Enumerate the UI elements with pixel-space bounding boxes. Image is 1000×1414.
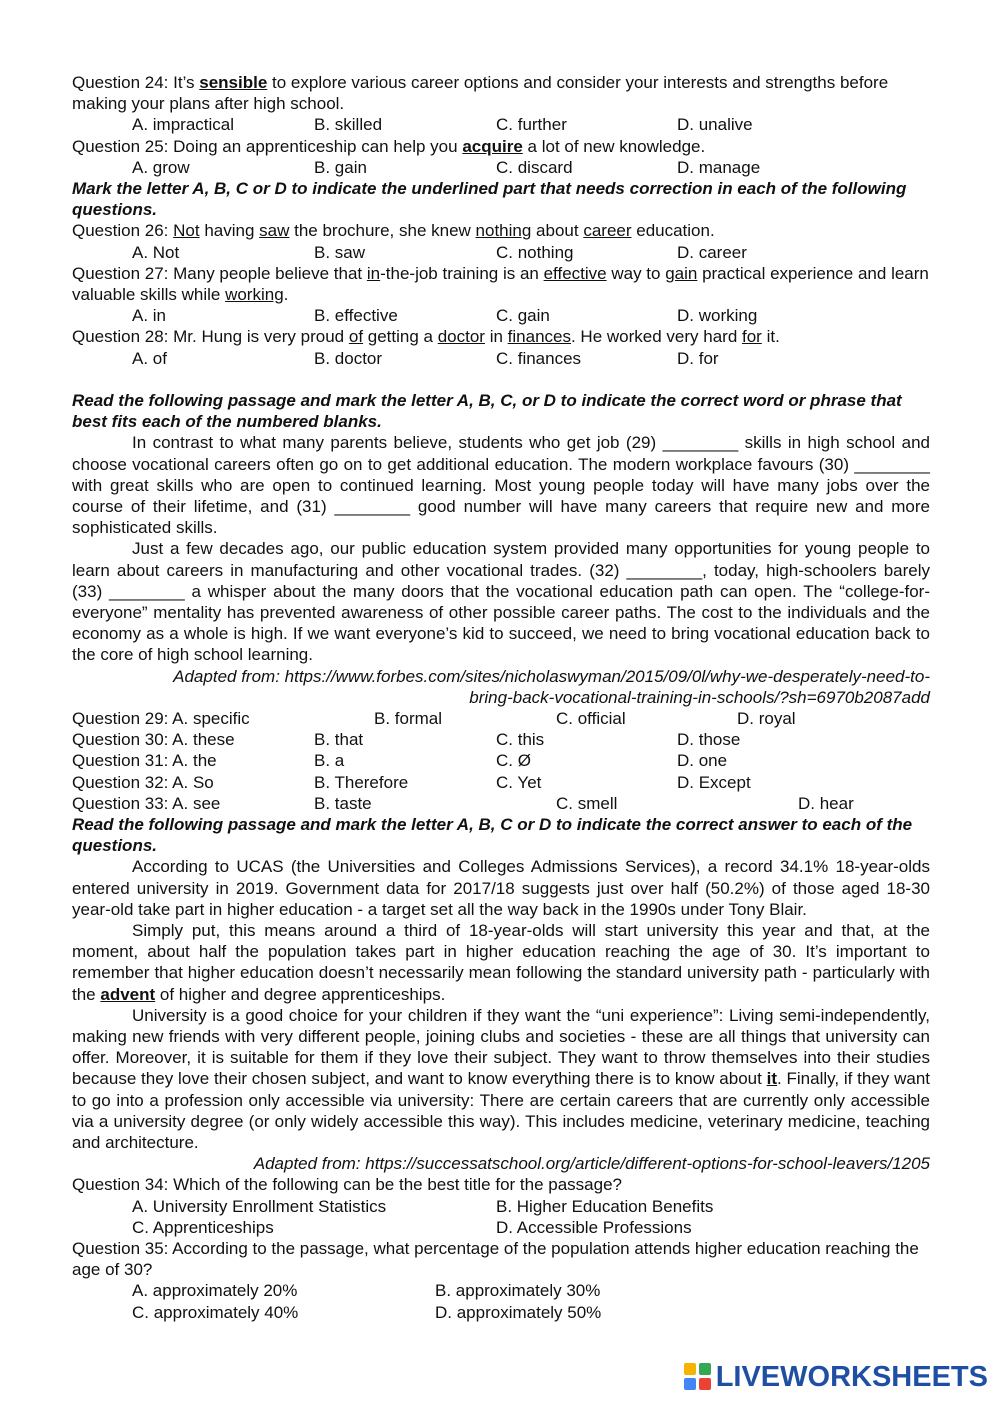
q25-option-a[interactable]: A. grow	[132, 157, 190, 177]
q27-option-a[interactable]: A. in	[132, 306, 167, 326]
instruction-reading: Read the following passage and mark the letter A, B, C or D to indicate the correct answer to each of the questions.	[72, 814, 913, 856]
source-1-line-2: bring-back-vocational-training-in-schools/?sh=6970b2087add	[469, 687, 930, 707]
q29-option-c[interactable]: C. official	[556, 709, 626, 728]
q35-option-d[interactable]: D. approximately 50%	[435, 1302, 602, 1322]
q31-option-d[interactable]: D. one	[677, 751, 728, 771]
q25-options	[72, 157, 930, 178]
q28-option-c[interactable]: C. finances	[496, 348, 582, 368]
liveworksheets-logo-text: LIVEWORKSHEETS	[715, 1361, 988, 1393]
q28-part: Question 28: Mr. Hung is very proud	[72, 327, 349, 347]
q28-underlined-b: doctor	[437, 327, 485, 347]
q28-underlined-c: finances	[507, 327, 571, 347]
q28-underlined-d: for	[742, 327, 762, 347]
question-28	[72, 326, 930, 347]
logo-square-icon	[684, 1378, 696, 1390]
p3-text-post: . Finally, if they want to go into a profession only accessible via university: There are certain careers that are currently only accessible via a university degree (or only widely accessible this way). This includes medicine, veterinary medicine, teaching and architecture.	[72, 1069, 931, 1152]
question-35: Question 35: According to the passage, what percentage of the population attends higher education reaching the age of 30?	[72, 1238, 919, 1280]
q34-option-a[interactable]: A. University Enrollment Statistics	[132, 1196, 387, 1216]
question-25	[72, 136, 930, 157]
q34-options-row-1	[72, 1196, 930, 1217]
q24-option-c[interactable]: C. further	[496, 115, 567, 135]
reading-paragraph-1: According to UCAS (the Universities and Colleges Admissions Services), a record 34.1% 18-year-olds entered university in 2019. Government data for 2017/18 suggests just over half (50.2%) of those aged 18-30 year-old take part in higher education - a target set all the way back in the 1990s under Tony Blair.	[72, 857, 930, 919]
q28-underlined-a: of	[348, 327, 364, 347]
p3-key-word: it	[766, 1069, 778, 1089]
q27-options	[72, 305, 930, 326]
q27-part: Question 27: Many people believe that	[72, 263, 367, 283]
q31-option-b[interactable]: B. a	[314, 751, 345, 771]
liveworksheets-logo-icon	[684, 1363, 714, 1393]
cloze-paragraph-2: Just a few decades ago, our public education system provided many opportunities for young people to learn about careers in manufacturing and other vocational trades. (32) ________, today, high-schoolers barely (33) ________ a whisper about the many doors that the vocational education path can open. The “college-for-everyone” mentality has prevented awareness of other possible career paths. The cost to the individuals and the economy as a whole is high. If we want everyone’s kid to succeed, we need to bring vocational education back to the core of high school learning.	[72, 539, 930, 665]
q26-options	[72, 242, 930, 263]
q35-options-row-2	[72, 1302, 930, 1323]
question-26	[72, 220, 930, 241]
q33-option-a[interactable]: Question 33: A. see	[72, 793, 221, 813]
source-1-line-1: Adapted from: https://www.forbes.com/sites/nicholaswyman/2015/09/0l/why-we-desperately-need-to-	[173, 666, 930, 686]
cloze-paragraph-1: In contrast to what many parents believe, students who get job (29) ________ skills in high school and choose vocational careers often go on to get additional education. The modern workplace favours (30) ________ with great skills who are open to continued learning. Most young people today will have many jobs over the course of their lifetime, and (31) ________ good number will have many careers that require new and more sophisticated skills.	[72, 433, 930, 538]
q28-option-a[interactable]: A. of	[132, 348, 167, 368]
q28-option-b[interactable]: B. doctor	[314, 348, 383, 368]
q32-option-c[interactable]: C. Yet	[496, 772, 542, 792]
question-34: Question 34: Which of the following can be the best title for the passage?	[72, 1175, 623, 1195]
q26-option-c[interactable]: C. nothing	[496, 242, 574, 262]
q31-option-a[interactable]: Question 31: A. the	[72, 751, 217, 771]
q24-option-a[interactable]: A. impractical	[132, 115, 235, 135]
q33-option-d[interactable]: D. hear	[798, 793, 854, 813]
q24-option-d[interactable]: D. unalive	[677, 115, 753, 135]
q25-text-post: a lot of new knowledge.	[522, 136, 706, 156]
q27-underlined-d: working	[225, 284, 284, 304]
q32-option-d[interactable]: D. Except	[677, 772, 751, 792]
logo-square-icon	[699, 1378, 711, 1390]
q25-option-b[interactable]: B. gain	[314, 157, 367, 177]
q29-options	[72, 708, 930, 729]
q35-option-b[interactable]: B. approximately 30%	[435, 1281, 601, 1301]
q30-option-b[interactable]: B. that	[314, 730, 364, 750]
q25-text-pre: Question 25: Doing an apprenticeship can help you	[72, 136, 463, 156]
p2-key-word: advent	[100, 984, 156, 1004]
q34-option-c[interactable]: C. Apprenticeships	[132, 1217, 274, 1237]
reading-paragraph-3	[72, 1005, 930, 1153]
logo-square-icon	[684, 1363, 696, 1375]
q26-underlined-a: Not	[173, 221, 200, 241]
q24-option-b[interactable]: B. skilled	[314, 115, 383, 135]
q26-part: the brochure, she knew	[289, 221, 476, 241]
q28-options	[72, 348, 930, 369]
q26-part: having	[199, 221, 260, 241]
q28-part: in	[484, 327, 508, 347]
q35-options-row-1	[72, 1280, 930, 1301]
q27-underlined-c: gain	[665, 263, 698, 283]
q27-option-b[interactable]: B. effective	[314, 306, 398, 326]
q27-part: practical experience and learn valuable skills while	[72, 263, 929, 304]
q30-options	[72, 729, 930, 750]
q26-part: Question 26:	[72, 221, 174, 241]
p2-text-post: of higher and degree apprenticeships.	[155, 984, 446, 1004]
q26-underlined-b: saw	[259, 221, 290, 241]
q26-underlined-d: career	[583, 221, 632, 241]
worksheet-page	[72, 72, 930, 1323]
q32-options	[72, 772, 930, 793]
instruction-cloze: Read the following passage and mark the letter A, B, C, or D to indicate the correct word or phrase that best fits each of the numbered blanks.	[72, 390, 902, 432]
q26-option-b[interactable]: B. saw	[314, 242, 366, 262]
q29-option-d[interactable]: D. royal	[737, 709, 796, 728]
q32-option-a[interactable]: Question 32: A. So	[72, 772, 214, 792]
q27-part: .	[283, 284, 289, 304]
q30-option-a[interactable]: Question 30: A. these	[72, 730, 235, 750]
q26-underlined-c: nothing	[475, 221, 532, 241]
q28-option-d[interactable]: D. for	[677, 348, 719, 368]
q27-option-c[interactable]: C. gain	[496, 306, 550, 326]
q27-part: -the-job training is an	[380, 263, 544, 283]
q33-option-b[interactable]: B. taste	[314, 793, 372, 813]
q33-option-c[interactable]: C. smell	[556, 793, 618, 813]
q34-options-row-2	[72, 1217, 930, 1238]
question-24	[72, 72, 930, 114]
q28-part: getting a	[363, 327, 438, 347]
q26-part: about	[531, 221, 584, 241]
q24-key-word: sensible	[199, 73, 268, 92]
q25-key-word: acquire	[462, 136, 523, 156]
q27-option-d[interactable]: D. working	[677, 306, 758, 326]
q35-option-a[interactable]: A. approximately 20%	[132, 1281, 298, 1301]
q26-option-d[interactable]: D. career	[677, 242, 747, 262]
q25-option-d[interactable]: D. manage	[677, 157, 761, 177]
q34-option-d[interactable]: D. Accessible Professions	[496, 1217, 692, 1237]
q26-part: education.	[631, 221, 715, 241]
q29-option-a[interactable]: Question 29: A. specific	[72, 709, 250, 728]
q27-part: way to	[606, 263, 666, 283]
q25-option-c[interactable]: C. discard	[496, 157, 573, 177]
q31-option-c[interactable]: C. Ø	[496, 751, 531, 771]
source-2: Adapted from: https://successatschool.org/article/different-options-for-school-leavers/1205	[253, 1154, 930, 1174]
q27-underlined-a: in	[366, 263, 381, 283]
q34-option-b[interactable]: B. Higher Education Benefits	[496, 1196, 714, 1216]
instruction-error-identification: Mark the letter A, B, C or D to indicate the underlined part that needs correction in each of the following questions.	[72, 178, 907, 220]
q35-option-c[interactable]: C. approximately 40%	[132, 1302, 299, 1322]
q32-option-b[interactable]: B. Therefore	[314, 772, 409, 792]
q33-options	[72, 793, 930, 814]
question-27	[72, 263, 930, 305]
q28-part: . He worked very hard	[570, 327, 742, 347]
q28-part: it.	[761, 327, 780, 347]
p3-text-pre: University is a good choice for your children if they want the “uni experience”: Living semi-independently, making new friends with very different people, joining clubs and societies - these are all things that university can offer. Moreover, it is suitable for them if they love their subject. They want to throw themselves into their studies because they love their chosen subject, and want to know everything there is to know about	[72, 1005, 930, 1089]
q31-options	[72, 750, 930, 771]
q24-options	[72, 114, 930, 135]
q30-option-d[interactable]: D. those	[677, 730, 741, 750]
q27-underlined-b: effective	[543, 263, 607, 283]
p2-text-pre: Simply put, this means around a third of 18-year-olds will start university this year and that, at the moment, about half the population takes part in higher education reaching the age of 30. It’s important to remember that higher education doesn’t necessarily mean following the standard university path - particularly with the	[72, 920, 930, 1004]
q24-text-pre: Question 24: It’s	[72, 73, 200, 92]
liveworksheets-logo[interactable]	[684, 1361, 988, 1394]
q29-option-b[interactable]: B. formal	[374, 709, 443, 728]
q30-option-c[interactable]: C. this	[496, 730, 545, 750]
spacer	[72, 369, 930, 390]
q24-text-post: to explore various career options and consider your interests and strengths before making your plans after high school.	[72, 73, 889, 114]
q26-option-a[interactable]: A. Not	[132, 242, 180, 262]
logo-square-icon	[699, 1363, 711, 1375]
source-1	[72, 666, 930, 708]
reading-paragraph-2	[72, 920, 930, 1005]
